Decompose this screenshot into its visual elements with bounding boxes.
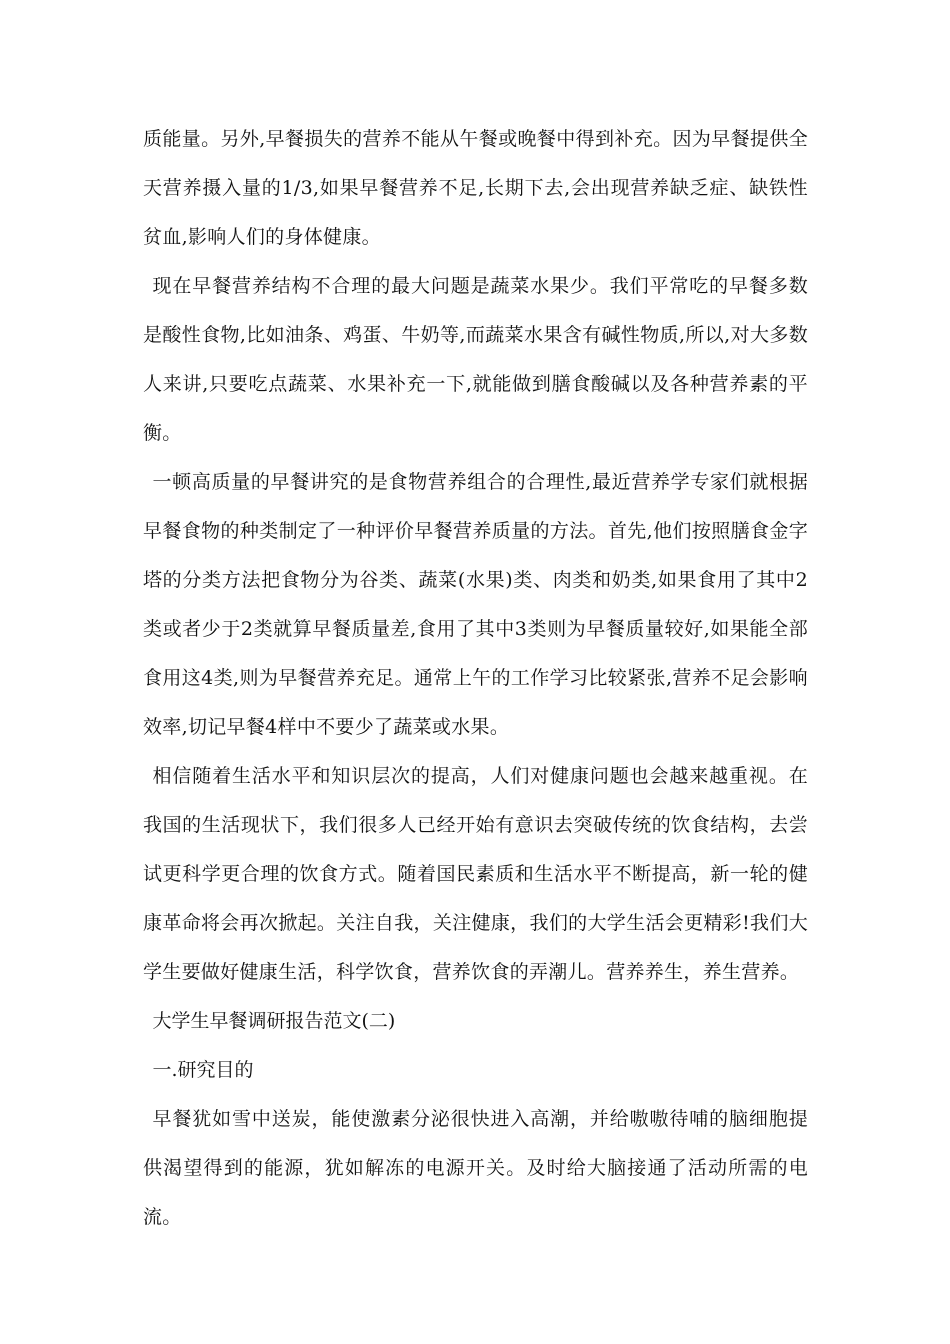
subsection-title: 一.研究目的: [152, 1059, 254, 1081]
paragraph-nutrition-loss: 质能量。另外,早餐损失的营养不能从午餐或晚餐中得到补充。因为早餐提供全天营养摄入量的1/3,如果早餐营养不足,长期下去,会出现营养缺乏症、缺铁性贫血,影响人们的身体健康。: [143, 128, 808, 248]
document-body: [143, 115, 808, 1242]
paragraph-research-purpose: 早餐犹如雪中送炭，能使激素分泌很快进入高潮，并给嗷嗷待哺的脑细胞提供渴望得到的能源，犹如解冻的电源开关。及时给大脑接通了活动所需的电流。: [143, 1108, 808, 1228]
paragraph-healthy-living: 相信随着生活水平和知识层次的提高，人们对健康问题也会越来越重视。在我国的生活现状下，我们很多人已经开始有意识去突破传统的饮食结构，去尝试更科学更合理的饮食方式。随着国民素质和生活水平不断提高，新一轮的健康革命将会再次掀起。关注自我，关注健康，我们的大学生活会更精彩!我们大学生要做好健康生活，科学饮食，营养饮食的弄潮儿。营养养生，养生营养。: [143, 765, 808, 983]
section-title: 大学生早餐调研报告范文(二): [152, 1010, 396, 1032]
paragraph-quality-evaluation: 一顿高质量的早餐讲究的是食物营养组合的合理性,最近营养学专家们就根据早餐食物的种类制定了一种评价早餐营养质量的方法。首先,他们按照膳食金字塔的分类方法把食物分为谷类、蔬菜(水果)类、肉类和奶类,如果食用了其中2类或者少于2类就算早餐质量差,食用了其中3类则为早餐质量较好,如果能全部食用这4类,则为早餐营养充足。通常上午的工作学习比较紧张,营养不足会影响效率,切记早餐4样中不要少了蔬菜或水果。: [143, 471, 808, 738]
paragraph-vegetable-fruit: 现在早餐营养结构不合理的最大问题是蔬菜水果少。我们平常吃的早餐多数是酸性食物,比如油条、鸡蛋、牛奶等,而蔬菜水果含有碱性物质,所以,对大多数人来讲,只要吃点蔬菜、水果补充一下,就能做到膳食酸碱以及各种营养素的平衡。: [143, 275, 808, 444]
